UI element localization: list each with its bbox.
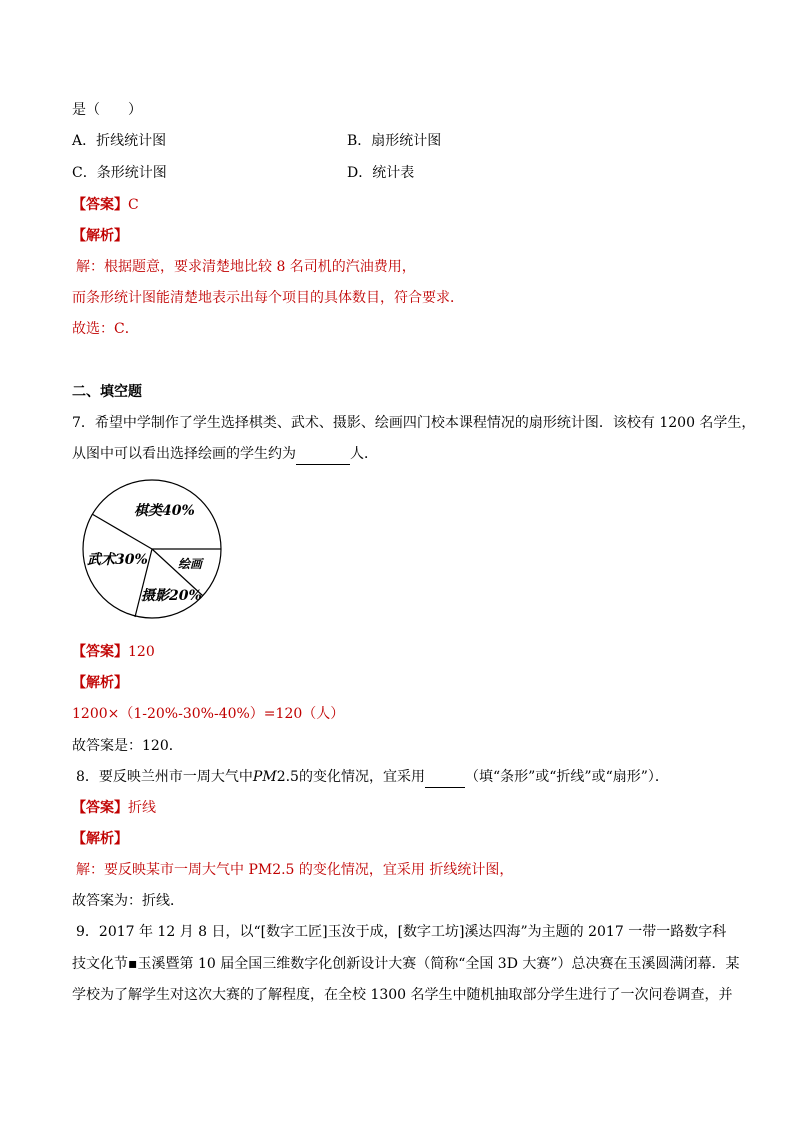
- q6-option-c: C．条形统计图: [72, 165, 167, 181]
- pie-label-huihua: 绘画: [178, 557, 203, 571]
- q9-stem-line-1: 9．2017 年 12 月 8 日，以“[数字工匠]玉汝于成，[数字工坊]溪达四海”为主题的 2017 一带一路数字科: [76, 924, 727, 940]
- q6-option-d: D．统计表: [347, 165, 415, 181]
- q7-stem-line-2: [72, 444, 378, 465]
- answer-value: 折线: [128, 800, 156, 816]
- pie-label-sheying: 摄影20%: [141, 588, 202, 604]
- q6-option-b: B．扇形统计图: [347, 133, 442, 149]
- answer-label: 【答案】: [72, 197, 128, 213]
- q7-analysis-final: 故答案是：120．: [72, 738, 183, 754]
- pie-label-wushu: 武术30%: [87, 552, 148, 568]
- q6-answer: [72, 195, 139, 215]
- q9-stem-line-3: 学校为了解学生对这次大赛的了解程度，在全校 1300 名学生中随机抽取部分学生进行了一次问卷调查，并: [72, 987, 733, 1003]
- answer-label: 【答案】: [72, 800, 128, 816]
- q8-stem-post-2: （填“条形”或“折线”或“扇形”）．: [464, 769, 669, 785]
- q7-answer: [72, 642, 155, 662]
- q6-analysis-line-1: 解：根据题意，要求清楚地比较 8 名司机的汽油费用，: [76, 259, 416, 275]
- q8-answer: [72, 798, 156, 818]
- q6-analysis-line-2: 而条形统计图能清楚地表示出每个项目的具体数目，符合要求．: [72, 290, 464, 306]
- answer-value: C: [128, 197, 139, 213]
- q8-analysis-final: 故答案为：折线．: [72, 893, 184, 909]
- answer-label: 【答案】: [72, 644, 128, 660]
- answer-value: 120: [128, 644, 155, 660]
- q6-analysis-line-3: 故选：C．: [72, 321, 139, 337]
- q7-stem-line-1: 7．希望中学制作了学生选择棋类、武术、摄影、绘画四门校本课程情况的扇形统计图．该校有 1200 名学生，: [72, 415, 756, 431]
- section-title: 二、填空题: [72, 384, 142, 400]
- pie-label-qilei: 棋类40%: [134, 503, 195, 519]
- q7-stem-pre: 从图中可以看出选择绘画的学生约为: [72, 446, 296, 462]
- q7-stem-post: 人．: [350, 446, 378, 462]
- q7-analysis-calc: 1200×（1-20%-30%-40%）=120（人）: [72, 706, 345, 722]
- q8-stem-post-1: 的变化情况，宜采用: [298, 769, 425, 785]
- q6-option-a: A．折线统计图: [72, 133, 167, 149]
- q9-stem-line-2: 技文化节▪玉溪暨第 10 届全国三维数字化创新设计大赛（简称“全国 3D 大赛”）总决赛在玉溪圆满闭幕．某: [72, 956, 740, 972]
- q8-pm-number: 2.5: [276, 769, 299, 785]
- q7-analysis-label: 【解析】: [72, 675, 128, 691]
- q6-stem-tail: 是（ ）: [72, 102, 142, 118]
- q6-analysis-label: 【解析】: [72, 228, 128, 244]
- q8-stem: [76, 767, 669, 788]
- q7-answer-blank: [296, 444, 350, 465]
- q8-answer-blank: [425, 767, 465, 788]
- pie-chart: [80, 478, 230, 623]
- q8-pm-symbol: PM: [252, 769, 277, 785]
- q8-analysis-label: 【解析】: [72, 831, 128, 847]
- q8-stem-pre: 8．要反映兰州市一周大气中: [76, 769, 253, 785]
- q8-analysis: 解：要反映某市一周大气中 PM2.5 的变化情况，宜采用 折线统计图，: [76, 862, 514, 878]
